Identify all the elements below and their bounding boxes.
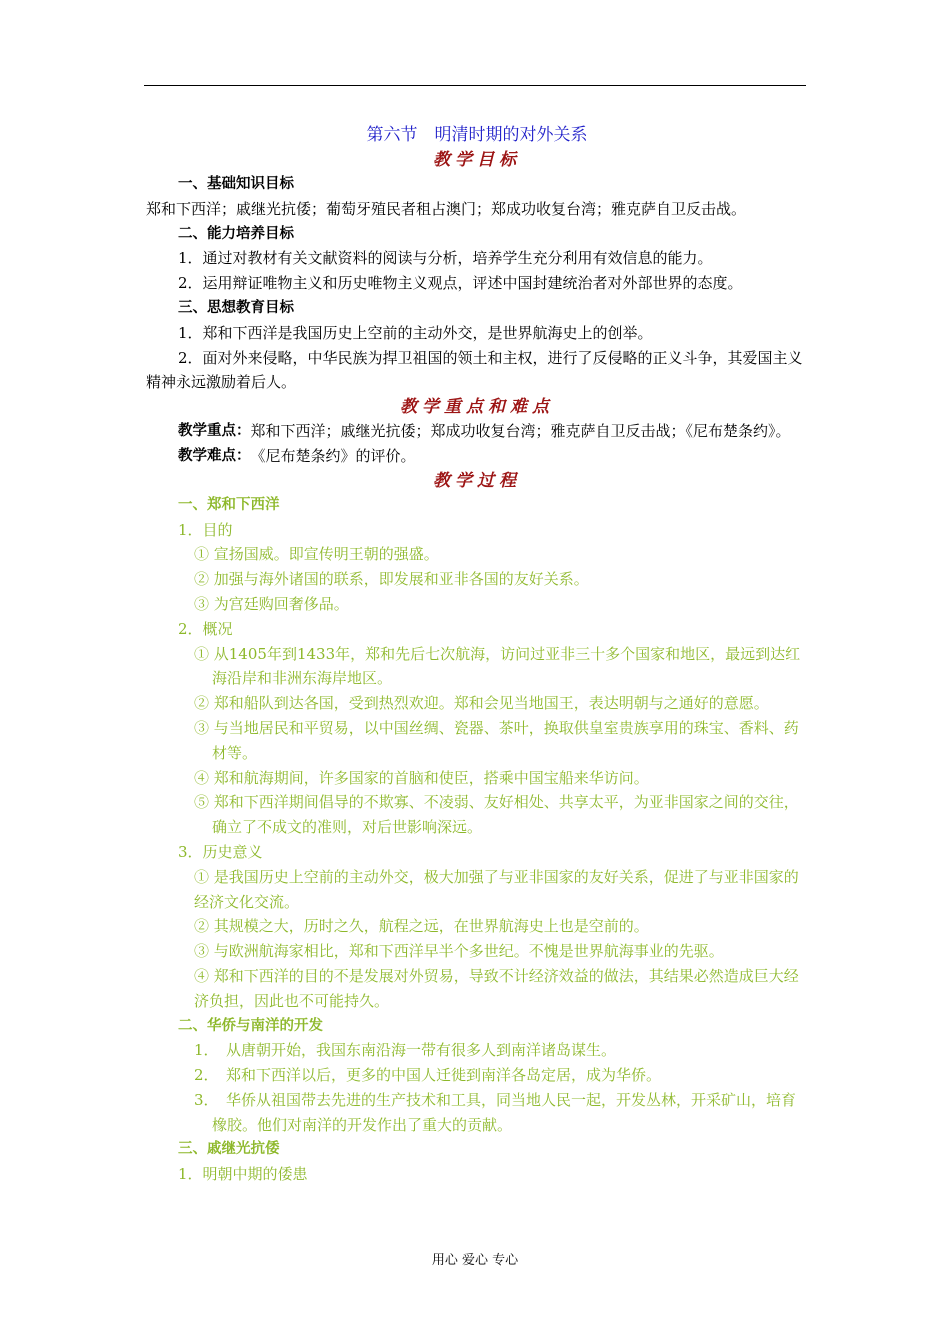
list-item: ④ 郑和下西洋的目的不是发展对外贸易，导致不计经济效益的做法，其结果必然造成巨大经济负担，因此也不可能持久。 <box>194 966 799 1010</box>
list-item: ③ 与欧洲航海家相比，郑和下西洋早半个多世纪。不愧是世界航海事业的先驱。 <box>194 942 724 961</box>
list-item: ② 加强与海外诸国的联系，即发展和亚非各国的友好关系。 <box>194 570 589 589</box>
list-item: ⑤ 郑和下西洋期间倡导的不欺寡、不凌弱、友好相处、共享太平，为亚非国家之间的交往，确立了不成文的准则，对后世影响深远。 <box>194 793 799 837</box>
teaching-difficulty-text: 《尼布楚条约》的评价。 <box>250 446 416 465</box>
teaching-focus-label: 教学重点： <box>178 423 251 440</box>
document-body <box>146 122 808 1187</box>
goal-heading-ability: 二、能力培养目标 <box>178 225 294 242</box>
teaching-difficulty <box>146 444 808 469</box>
goal-heading-ideology: 三、思想教育目标 <box>178 299 294 316</box>
process-heading-zhenghe: 一、郑和下西洋 <box>178 496 280 513</box>
goal-ability-item: 2．运用辩证唯物主义和历史唯物主义观点，评述中国封建统治者对外部世界的态度。 <box>178 274 743 293</box>
goal-ability-item: 1．通过对教材有关文献资料的阅读与分析，培养学生充分利用有效信息的能力。 <box>178 249 713 268</box>
goal-ideology-item: 2．面对外来侵略，中华民族为捍卫祖国的领土和主权，进行了反侵略的正义斗争，其爱国主义精神永远激励着后人。 <box>146 348 803 392</box>
goal-ideology-item: 1．郑和下西洋是我国历史上空前的主动外交，是世界航海史上的创举。 <box>178 323 653 342</box>
list-item: ③ 为宫廷购回奢侈品。 <box>194 594 349 613</box>
page-footer: 用心 爱心 专心 <box>431 1253 519 1268</box>
section-heading-process: 教学过程 <box>433 470 521 491</box>
list-item: ④ 郑和航海期间，许多国家的首脑和使臣，搭乘中国宝船来华访问。 <box>194 768 649 787</box>
subheading-significance: 3．历史意义 <box>178 842 263 861</box>
process-heading-qijiguang: 三、戚继光抗倭 <box>178 1141 280 1158</box>
list-item: ① 从1405年到1433年，郑和先后七次航海，访问过亚非三十多个国家和地区，最远到达红海沿岸和非洲东海岸地区。 <box>194 644 801 688</box>
teaching-focus-text: 郑和下西洋；戚继光抗倭；郑成功收复台湾；雅克萨自卫反击战；《尼布楚条约》。 <box>250 422 791 441</box>
teaching-focus <box>146 419 808 444</box>
list-item: 3． 华侨从祖国带去先进的生产技术和工具，同当地人民一起，开发丛林，开采矿山，培育橡胶。他们对南洋的开发作出了重大的贡献。 <box>194 1090 797 1134</box>
list-item: ② 郑和船队到达各国，受到热烈欢迎。郑和会见当地国王，表达明朝与之通好的意愿。 <box>194 694 769 713</box>
goal-heading-knowledge: 一、基础知识目标 <box>178 176 294 192</box>
list-item: ① 是我国历史上空前的主动外交，极大加强了与亚非国家的友好关系，促进了与亚非国家的经济文化交流。 <box>194 867 799 911</box>
section-heading-key-points: 教学重点和难点 <box>400 397 554 418</box>
list-item: ③ 与当地居民和平贸易，以中国丝绸、瓷器、茶叶，换取供皇室贵族享用的珠宝、香料、药材等。 <box>194 718 799 762</box>
goal-knowledge-text: 郑和下西洋；戚继光抗倭；葡萄牙殖民者租占澳门；郑成功收复台湾；雅克萨自卫反击战。 <box>146 199 747 218</box>
page-title: 第六节 明清时期的对外关系 <box>366 125 588 145</box>
list-item: ① 宣扬国威。即宣传明王朝的强盛。 <box>194 545 439 564</box>
header-rule <box>144 85 806 86</box>
list-item: 2． 郑和下西洋以后，更多的中国人迁徙到南洋各岛定居，成为华侨。 <box>194 1066 662 1085</box>
teaching-difficulty-label: 教学难点： <box>178 447 251 464</box>
subheading-purpose: 1．目的 <box>178 520 233 539</box>
list-item: ② 其规模之大，历时之久，航程之远，在世界航海史上也是空前的。 <box>194 917 649 936</box>
list-item: 1． 从唐朝开始，我国东南沿海一带有很多人到南洋诸岛谋生。 <box>194 1041 617 1060</box>
subheading-overview: 2．概况 <box>178 619 233 638</box>
section-heading-goals: 教学目标 <box>433 150 521 170</box>
process-heading-overseas-chinese: 二、华侨与南洋的开发 <box>178 1017 323 1034</box>
subheading-wokou: 1．明朝中期的倭患 <box>178 1165 308 1184</box>
